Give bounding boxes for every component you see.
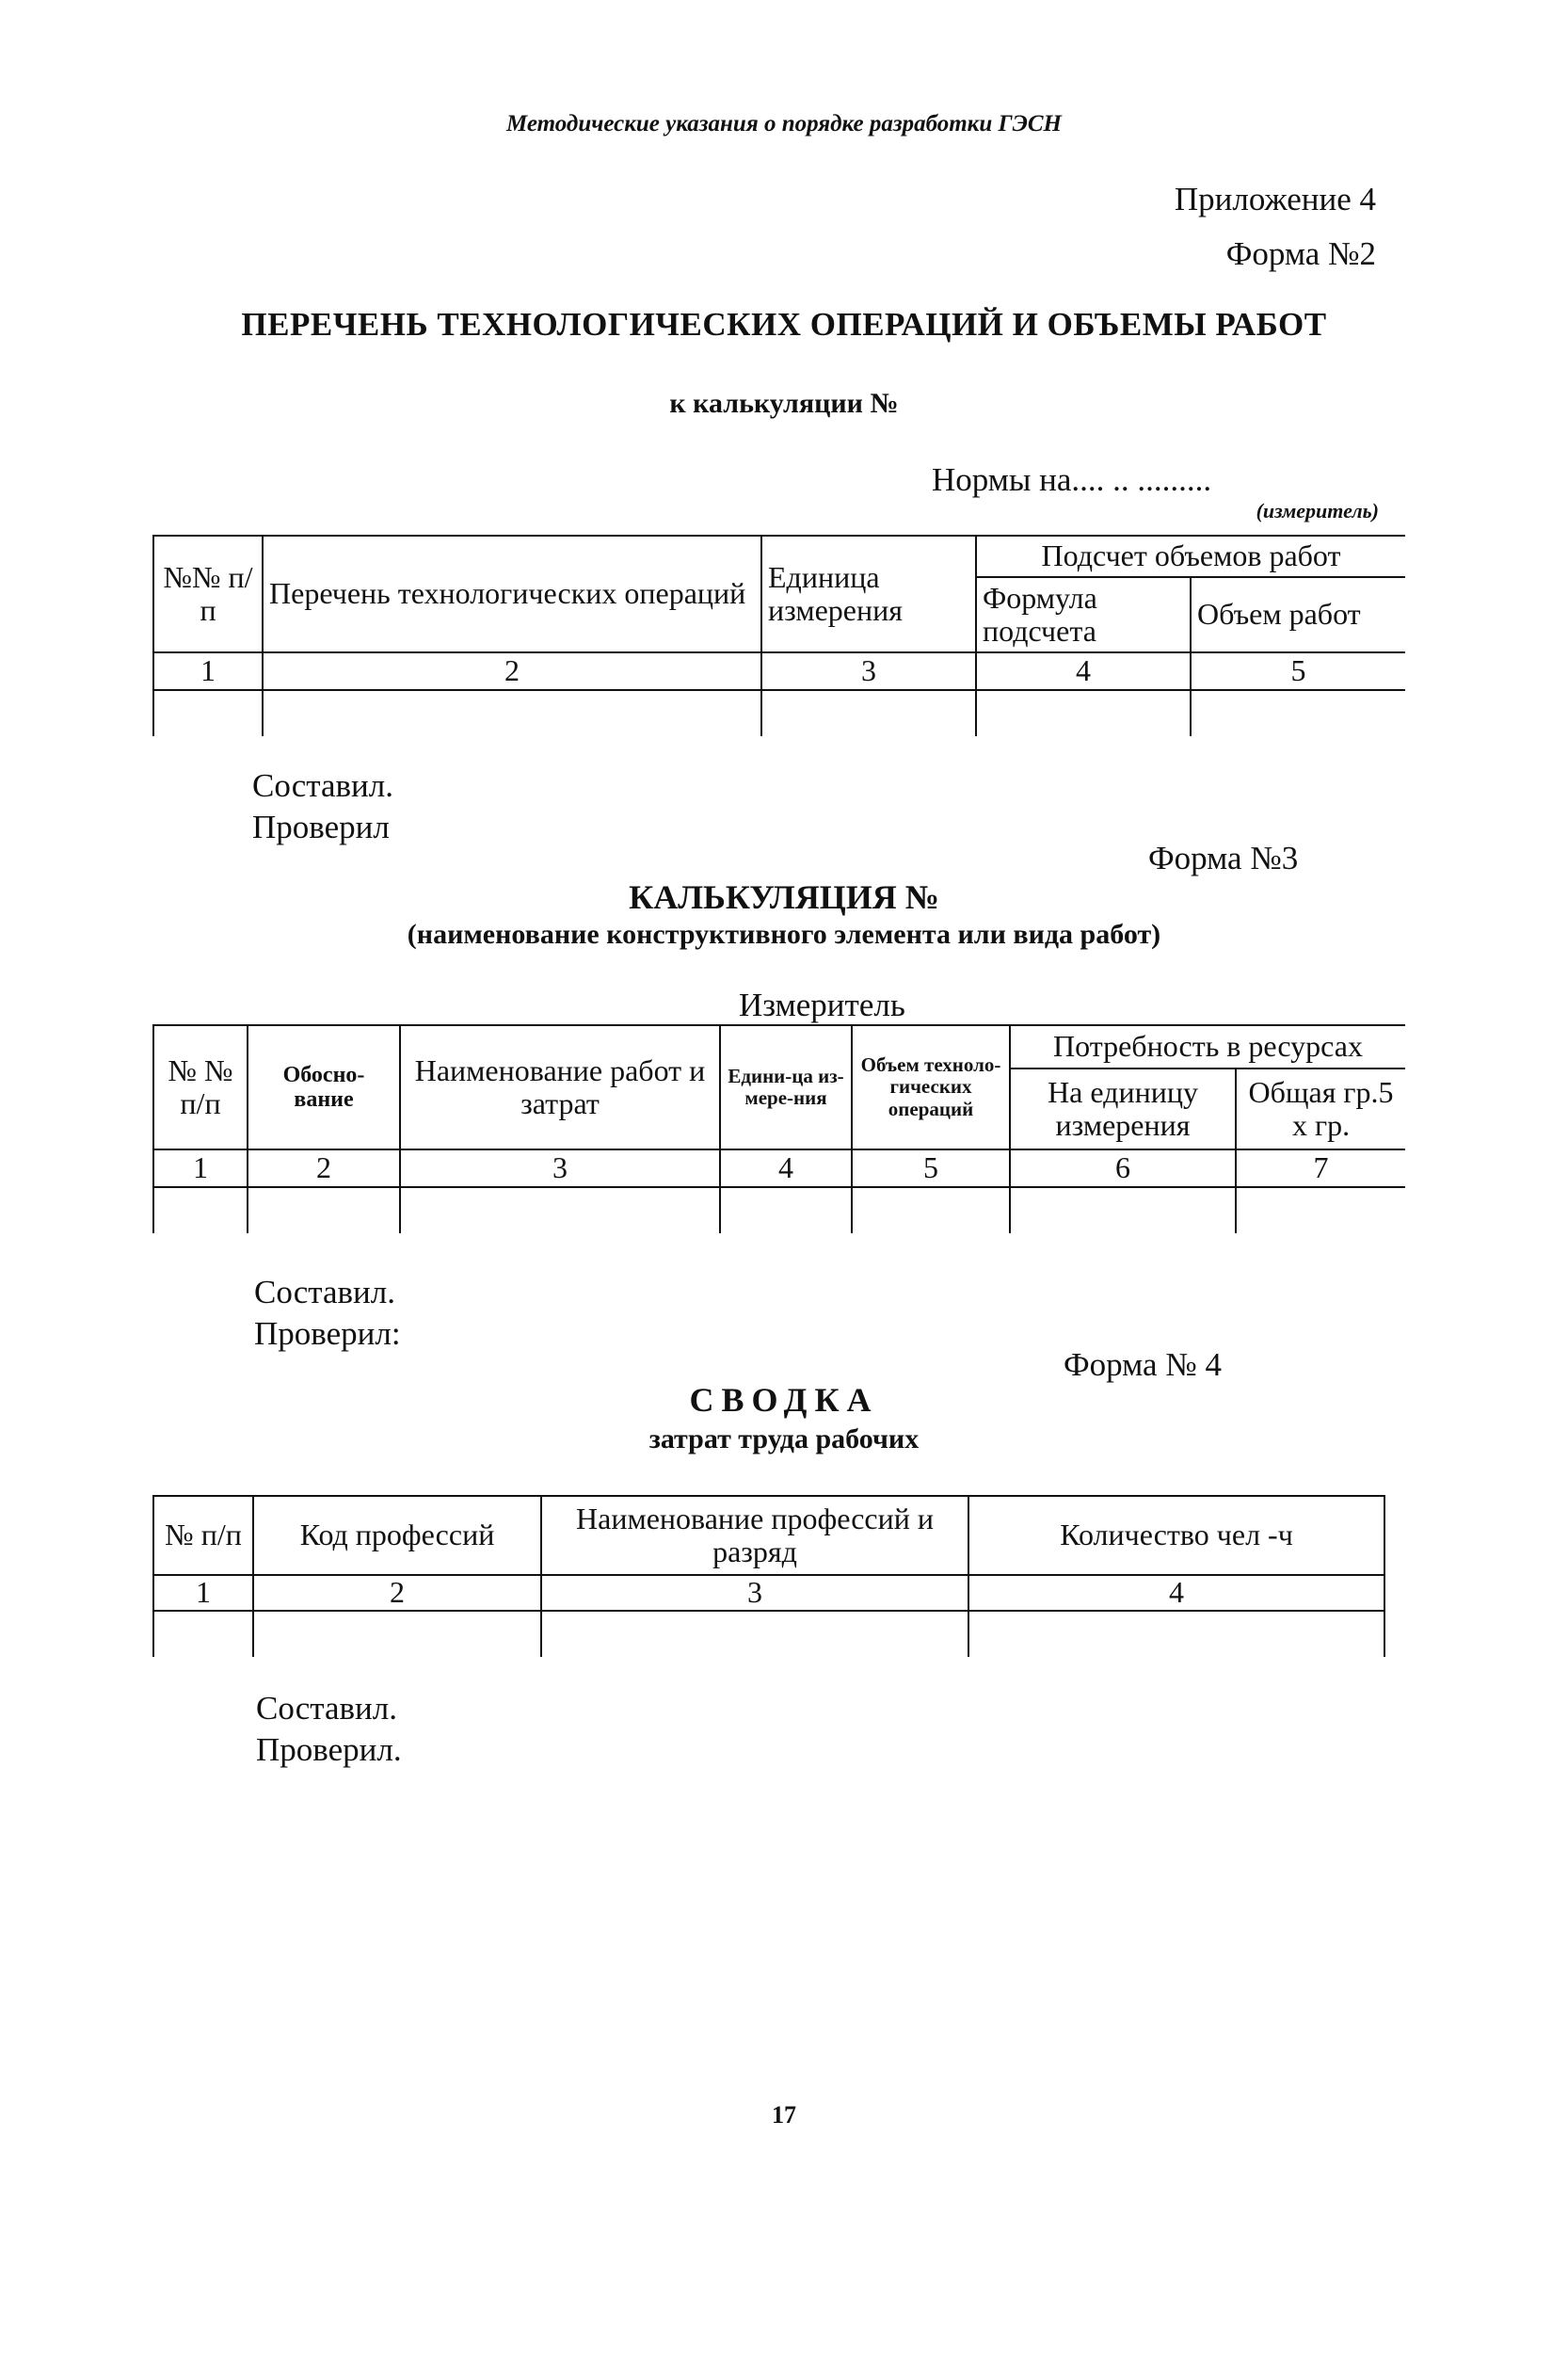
form2-num-1: 1 bbox=[153, 652, 263, 690]
form2-num-2: 2 bbox=[263, 652, 761, 690]
form2-norms: Нормы на.... .. ......... bbox=[932, 461, 1212, 498]
form4-empty-cell bbox=[968, 1611, 1384, 1657]
form3-num-4: 4 bbox=[720, 1149, 852, 1187]
form2-col-formula: Формула подсчета bbox=[976, 577, 1191, 652]
form2-label: Форма №2 bbox=[1225, 235, 1376, 272]
form2-col-number: №№ п/п bbox=[153, 536, 263, 652]
form3-measure: Измеритель bbox=[739, 987, 905, 1023]
form4-empty-cell bbox=[153, 1611, 253, 1657]
form2-table bbox=[152, 535, 1405, 736]
running-header: Методические указания о порядке разработки ГЭСН bbox=[506, 111, 1062, 137]
form4-title: СВОДКА bbox=[689, 1381, 879, 1419]
form3-col-volume: Объем техноло-гических операций bbox=[852, 1025, 1010, 1149]
form4-checked: Проверил. bbox=[256, 1731, 402, 1768]
form4-col-name: Наименование профессий и разряд bbox=[541, 1496, 968, 1575]
form3-empty-cell bbox=[248, 1187, 400, 1233]
form2-num-5: 5 bbox=[1191, 652, 1405, 690]
form3-empty-cell bbox=[1236, 1187, 1405, 1233]
form3-num-3: 3 bbox=[400, 1149, 720, 1187]
form3-num-5: 5 bbox=[852, 1149, 1010, 1187]
form3-title: КАЛЬКУЛЯЦИЯ № bbox=[629, 878, 939, 916]
form3-col-per-unit: На единицу измерения bbox=[1010, 1069, 1236, 1149]
form3-num-2: 2 bbox=[248, 1149, 400, 1187]
form3-empty-cell bbox=[400, 1187, 720, 1233]
form2-num-3: 3 bbox=[761, 652, 976, 690]
form2-title: ПЕРЕЧЕНЬ ТЕХНОЛОГИЧЕСКИХ ОПЕРАЦИЙ И ОБЪЕМЫ РАБОТ bbox=[241, 306, 1327, 343]
form4-col-code: Код профессий bbox=[253, 1496, 541, 1575]
appendix-label: Приложение 4 bbox=[1174, 181, 1376, 217]
form3-col-number: № № п/п bbox=[153, 1025, 248, 1149]
form3-num-7: 7 bbox=[1236, 1149, 1405, 1187]
form3-compiled: Составил. bbox=[254, 1274, 395, 1310]
form3-subtitle: (наименование конструктивного элемента или вида работ) bbox=[407, 919, 1161, 950]
form2-empty-cell bbox=[263, 690, 761, 736]
form2-empty-cell bbox=[976, 690, 1191, 736]
form3-col-unit: Едини-ца из-мере-ния bbox=[720, 1025, 852, 1149]
form4-compiled: Составил. bbox=[256, 1690, 397, 1727]
form2-measure-note: (измеритель) bbox=[1256, 499, 1379, 522]
form4-empty-cell bbox=[253, 1611, 541, 1657]
form2-empty-cell bbox=[1191, 690, 1405, 736]
form2-empty-cell bbox=[761, 690, 976, 736]
form4-subtitle: затрат труда рабочих bbox=[648, 1423, 920, 1454]
form4-empty-cell bbox=[541, 1611, 968, 1657]
form3-num-1: 1 bbox=[153, 1149, 248, 1187]
form4-num-3: 3 bbox=[541, 1575, 968, 1611]
form3-empty-cell bbox=[852, 1187, 1010, 1233]
form3-label: Форма №3 bbox=[1148, 840, 1299, 876]
form2-checked: Проверил bbox=[252, 809, 390, 845]
form3-table bbox=[152, 1024, 1405, 1233]
form3-empty-cell bbox=[1010, 1187, 1236, 1233]
form2-col-group: Подсчет объемов работ bbox=[976, 536, 1405, 577]
form4-num-4: 4 bbox=[968, 1575, 1384, 1611]
form3-checked: Проверил: bbox=[254, 1315, 401, 1352]
form3-col-group: Потребность в ресурсах bbox=[1010, 1025, 1405, 1069]
form3-empty-cell bbox=[720, 1187, 852, 1233]
form4-label: Форма № 4 bbox=[1064, 1346, 1222, 1383]
form4-col-number: № п/п bbox=[153, 1496, 253, 1575]
form2-col-volume: Объем работ bbox=[1191, 577, 1405, 652]
form3-empty-cell bbox=[153, 1187, 248, 1233]
form3-col-total: Общая гр.5 х гр. bbox=[1236, 1069, 1405, 1149]
page-number: 17 bbox=[772, 2101, 796, 2129]
form2-col-unit: Единица измерения bbox=[761, 536, 976, 652]
form4-num-1: 1 bbox=[153, 1575, 253, 1611]
form4-num-2: 2 bbox=[253, 1575, 541, 1611]
form2-compiled: Составил. bbox=[252, 767, 393, 804]
form2-subtitle: к калькуляции № bbox=[669, 388, 899, 419]
form2-empty-cell bbox=[153, 690, 263, 736]
form4-col-quantity: Количество чел -ч bbox=[968, 1496, 1384, 1575]
form3-num-6: 6 bbox=[1010, 1149, 1236, 1187]
form4-table bbox=[152, 1495, 1385, 1657]
form3-col-basis: Обосно-вание bbox=[248, 1025, 400, 1149]
form3-col-name: Наименование работ и затрат bbox=[400, 1025, 720, 1149]
form2-num-4: 4 bbox=[976, 652, 1191, 690]
form2-col-operations: Перечень технологических операций bbox=[263, 536, 761, 652]
